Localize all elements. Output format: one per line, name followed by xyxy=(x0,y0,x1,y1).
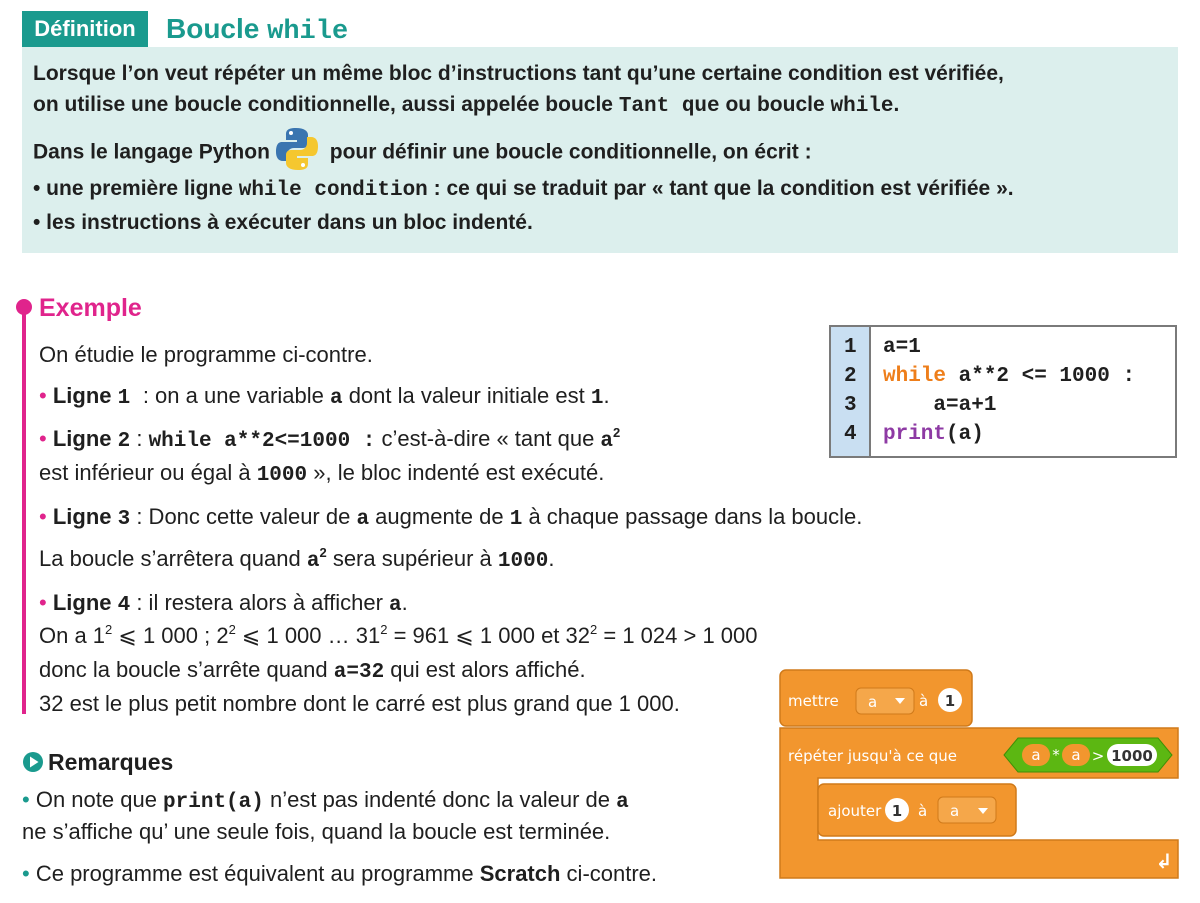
code-line-1: a=1 xyxy=(883,336,921,359)
definition-title xyxy=(166,12,348,49)
scratch-change-value: 1 xyxy=(891,802,903,820)
scratch-repeat-label: répéter jusqu'à ce que xyxy=(788,747,957,765)
code-line-4: print(a) xyxy=(883,423,984,446)
scratch-operator-greater: > xyxy=(1091,747,1105,765)
definition-title-code: while xyxy=(267,17,349,47)
scratch-program xyxy=(778,668,1183,883)
scratch-set-to: à xyxy=(919,692,929,710)
scratch-change-variable: a xyxy=(950,802,960,820)
play-icon xyxy=(22,751,44,773)
remark-2: • Ce programme est équivalent au programme Scratch ci-contre. xyxy=(22,861,658,886)
example-line-4: • Ligne 4 : il restera alors à afficher a. xyxy=(39,590,408,617)
code-line-number: 3 xyxy=(844,394,857,417)
loop-arrow-icon: ↲ xyxy=(1155,849,1173,873)
definition-bullet-2: • les instructions à exécuter dans un bloc indenté. xyxy=(33,211,533,234)
scratch-operand-a: a xyxy=(1031,746,1041,764)
definition-line-2: on utilise une boucle conditionnelle, aussi appelée boucle Tant que ou boucle while. xyxy=(33,93,900,118)
example-line-3: • Ligne 3 : Donc cette valeur de a augmente de 1 à chaque passage dans la boucle. xyxy=(39,504,863,531)
example-intro: On étudie le programme ci-contre. xyxy=(39,342,373,367)
definition-line-1: Lorsque l’on veut répéter un même bloc d’instructions tant qu’une certaine condition est vérifiée, xyxy=(33,62,1004,85)
example-marker-dot xyxy=(16,299,32,315)
example-math-line: On a $1^2$ ⩽ 1 000 ; $2^2$ ⩽ 1 000 … $31^2 = 961$ ⩽ 1 000 et $32^2 = 1$ 024 > 1 000 xyxy=(39,622,758,648)
scratch-change-label: ajouter xyxy=(828,802,882,820)
example-line-2-continued: est inférieur ou égal à 1000 », le bloc indenté est exécuté. xyxy=(39,460,605,487)
definition-tag: Définition xyxy=(22,11,148,47)
scratch-set-label: mettre xyxy=(788,692,839,710)
code-line-number: 4 xyxy=(844,423,857,446)
scratch-operand-b: a xyxy=(1071,746,1081,764)
scratch-set-value: 1 xyxy=(944,692,956,710)
code-line-number: 1 xyxy=(844,336,857,359)
example-line-3-continued: La boucle s’arrêtera quand $a^2$ sera supérieur à 1000. xyxy=(39,545,555,573)
definition-bullet-1: • une première ligne while condition : ce qui se traduit par « tant que la condition est vérifiée ». xyxy=(33,177,1014,202)
scratch-set-block xyxy=(780,670,972,726)
remarks-title: Remarques xyxy=(48,749,174,775)
definition-title-text: Boucle xyxy=(166,13,268,44)
scratch-set-variable: a xyxy=(868,693,878,711)
example-line-1: • Ligne 1 : on a une variable a dont la valeur initiale est 1. xyxy=(39,383,610,410)
remark-1-continued: ne s’affiche qu’ une seule fois, quand la boucle est terminée. xyxy=(22,819,611,844)
scratch-change-to: à xyxy=(918,802,928,820)
python-code-box xyxy=(829,325,1177,458)
example-margin-bar xyxy=(22,305,26,714)
code-line-number: 2 xyxy=(844,365,857,388)
example-conclusion: 32 est le plus petit nombre dont le carré est plus grand que 1 000. xyxy=(39,691,680,716)
example-title: Exemple xyxy=(39,294,142,322)
scratch-operator-multiply: * xyxy=(1052,746,1060,764)
remark-1: • On note que print(a) n’est pas indenté donc la valeur de a xyxy=(22,787,629,814)
python-logo-icon xyxy=(274,126,320,172)
scratch-change-block xyxy=(818,784,1016,836)
scratch-limit-value: 1000 xyxy=(1111,747,1153,765)
code-line-2: while a**2 <= 1000 : xyxy=(883,365,1136,388)
example-line-2: • Ligne 2 : while a**2<=1000 : c’est-à-dire « tant que $a^2$ xyxy=(39,425,621,453)
definition-line-3: Dans le langage Python pour définir une boucle conditionnelle, on écrit : xyxy=(33,134,812,172)
code-line-3: a=a+1 xyxy=(883,394,997,417)
example-stop-line: donc la boucle s’arrête quand a=32 qui est alors affiché. xyxy=(39,657,586,684)
